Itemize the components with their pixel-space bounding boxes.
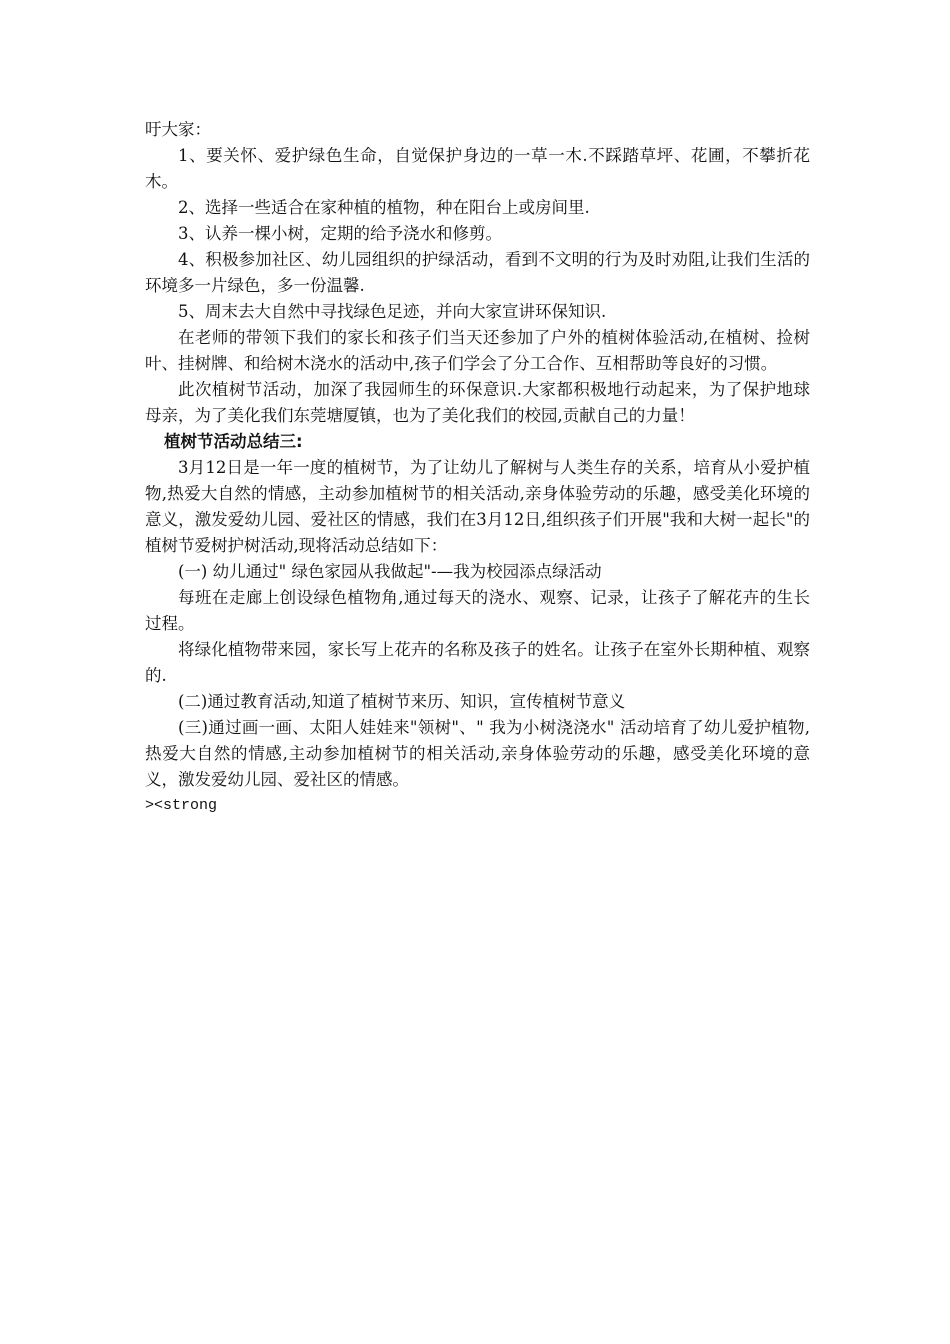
section-heading: 植树节活动总结三: bbox=[164, 432, 303, 451]
paragraph-outdoor-activity: 在老师的带领下我们的家长和孩子们当天还参加了户外的植树体验活动,在植树、捡树叶、挂树牌、和给树木浇水的活动中,孩子们学会了分工合作、互相帮助等良好的习惯。 bbox=[145, 328, 810, 373]
paragraph-call-to-action: 吁大家： bbox=[145, 120, 211, 139]
paragraph-conclusion: 此次植树节活动，加深了我园师生的环保意识.大家都积极地行动起来，为了保护地球母亲，为了美化我们东莞塘厦镇，也为了美化我们的校园,贡献自己的力量！ bbox=[145, 380, 810, 425]
stray-markup-text: ><strong bbox=[145, 797, 218, 814]
list-item-2: 2、选择一些适合在家种植的植物，种在阳台上或房间里. bbox=[178, 198, 590, 217]
paragraph-bring-plants: 将绿化植物带来园，家长写上花卉的名称及孩子的姓名。让孩子在室外长期种植、观察的. bbox=[145, 640, 810, 685]
paragraph-point-1: (一) 幼儿通过" 绿色家园从我做起"-—我为校园添点绿活动 bbox=[178, 562, 602, 581]
paragraph-point-2: (二)通过教育活动,知道了植树节来历、知识，宣传植树节意义 bbox=[178, 692, 626, 711]
list-item-5: 5、周末去大自然中寻找绿色足迹，并向大家宣讲环保知识. bbox=[178, 302, 607, 321]
paragraph-intro: 3月12日是一年一度的植树节，为了让幼儿了解树与人类生存的关系，培育从小爱护植物,热爱大自然的情感，主动参加植树节的相关活动,亲身体验劳动的乐趣，感受美化环境的意义，激发爱幼儿园、爱社区的情感，我们在3月12日,组织孩子们开展"我和大树一起长"的植树节爱树护树活动,现将活动总结如下： bbox=[145, 458, 810, 555]
document-body bbox=[145, 117, 810, 819]
paragraph-plant-corner: 每班在走廊上创设绿色植物角,通过每天的浇水、观察、记录，让孩子了解花卉的生长过程。 bbox=[145, 588, 810, 633]
paragraph-point-3: (三)通过画一画、太阳人娃娃来"领树"、" 我为小树浇浇水" 活动培育了幼儿爱护植物,热爱大自然的情感,主动参加植树节的相关活动,亲身体验劳动的乐趣，感受美化环境的意义，激发爱幼儿园、爱社区的情感。 bbox=[145, 718, 810, 789]
list-item-4: 4、积极参加社区、幼儿园组织的护绿活动，看到不文明的行为及时劝阻,让我们生活的环境多一片绿色，多一份温馨. bbox=[145, 250, 810, 295]
list-item-1: 1、要关怀、爱护绿色生命，自觉保护身边的一草一木.不踩踏草坪、花圃，不攀折花木。 bbox=[145, 146, 810, 191]
list-item-3: 3、认养一棵小树，定期的给予浇水和修剪。 bbox=[178, 224, 502, 243]
